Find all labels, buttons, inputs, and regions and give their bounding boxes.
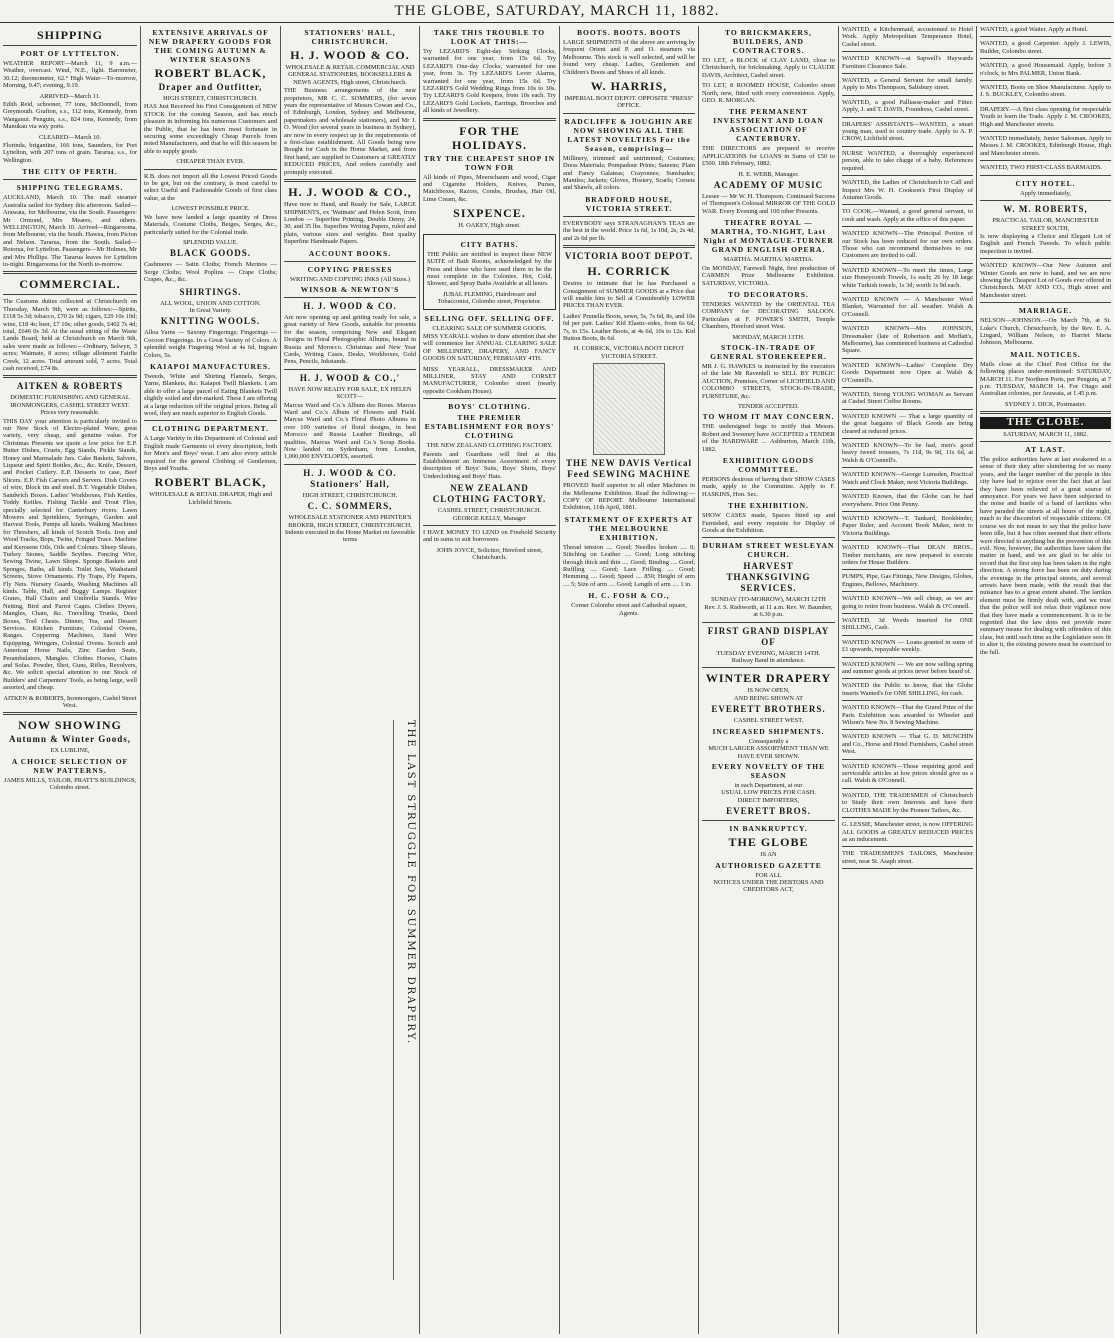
building-heading: THE PERMANENT INVESTMENT AND LOAN ASSOCIATION OF CANTERBURY.	[713, 107, 824, 144]
globe-date: SATURDAY, MARCH 11, 1882.	[1003, 430, 1088, 438]
fosh-heading: H. C. FOSH & CO.,	[588, 591, 670, 601]
whom-body: THE undersigned begs to notify that Messrs. Robert and Sweeney have ACCEPTED a TENDER of the HARDWARE ... Ashburton, March 11th, 1882.	[702, 423, 835, 453]
classified-ad: WANTED, a General Servant for small family. Apply to Mrs Thompson, Salisbury street.	[842, 77, 973, 92]
webb-line: H. E. WEBB, Manager.	[738, 170, 799, 178]
city-heading: THE CITY OF PERTH.	[22, 167, 118, 177]
wool-line: ALL WOOL, UNION AND COTTON.	[160, 299, 261, 307]
classified-ad: WANTED, TWO FIRST-CLASS BARMAIDS.	[980, 164, 1102, 172]
account-books-heading: ACCOUNT BOOKS.	[308, 248, 392, 258]
classified-ad: DRAPERY.—A first class opening for respectable Youth to learn the Trade. Apply J. M. CROOKES, High and Manchester streets.	[980, 105, 1111, 128]
classified-ad: WANTED KNOWN—Ladies' Complete Dry Goods Department now Open at Walsh & O'Connell's.	[842, 361, 973, 384]
classified-ad: WANTED immediately, Junior Salesman. Apply to Messrs J. M. CROOKES, Edinburgh House, High and Manchester streets.	[980, 135, 1111, 157]
take-heading: TAKE THIS TROUBLE TO LOOK AT THIS:—	[433, 28, 546, 46]
house-body: TO LET, 8 ROOMED HOUSE, Colombo street North, new, fitted with every convenience. Apply, GEO. R. MORGAN.	[702, 82, 835, 105]
corrick-body: Desires to intimate that he has Purchased a Consignment of SUMMER GOODS at a Price that will enable him to Sell at Considerably LOWER PRICES THAN EVER.	[563, 280, 695, 310]
exhibition-body: SHOW CASES made, Spaces fitted up and Furnished, and every requisite for Display of Goods at the Exhibition.	[702, 512, 835, 535]
aitken-prices: Prices very reasonable.	[40, 409, 100, 417]
is-an-line: IS AN	[760, 851, 777, 859]
clothing-body: A Large Variety in this Department of Colonial and English made Garments of every description, both for Men's and Boys' wear. I am also every article required for the general Clothing of Gentlemen, Boys and Youths.	[144, 435, 277, 473]
much-line: MUCH LARGER ASSORTMENT THAN WE HAVE EVER SHOWN.	[708, 745, 829, 760]
bradford-heading: BRADFORD HOUSE, VICTORIA STREET.	[585, 194, 673, 213]
for-all-line: FOR ALL	[755, 871, 782, 879]
vertical-advert	[393, 720, 416, 1280]
column-4	[420, 26, 559, 1334]
boots-body: LARGE SHIPMENTS of the above are arriving by frequent Orient and P. and O. steamers via Melbourne. This stock is well selected, and will be found very cheap. Ladies, Gentlemen and Children's Boots and Shoes of all kinds.	[563, 39, 695, 76]
increased-heading: INCREASED SHIPMENTS.	[712, 726, 825, 736]
whom-heading: TO WHOM IT MAY CONCERN.	[702, 412, 835, 422]
splendid-line: SPLENDID VALUE.	[183, 238, 238, 246]
usual-line: USUAL LOW PRICES FOR CASH.	[721, 789, 816, 797]
editorial-heading: AT LAST.	[1025, 445, 1066, 455]
cleared-heading: CLEARED—March 10.	[38, 133, 102, 141]
nzcf-footer: NEW ZEALAND CLOTHING FACTORY.	[432, 483, 547, 505]
harris-heading: W. HARRIS,	[590, 79, 668, 94]
classified-ad: WANTED the Public to know, that the Globe inserts Wanted's for ONE SHILLING, for cash.	[842, 682, 973, 697]
may-co-body: WANTED KNOWN—Our New Autumn and Winter Goods are now to hand, and we are now showing the Cheapest Lot of Goods ever offered in Christchurch. MAY AND CO., High street and Manchester street.	[980, 262, 1111, 299]
robert-black-sub: WHOLESALE & RETAIL DRAPER, High and Lichfield Streets.	[149, 491, 272, 506]
classified-ad: G. LESSIE, Manchester street, is now OFFERING ALL GOODS at GREATLY REDUCED PRICES as an inducement.	[842, 821, 973, 843]
globe-gazette-heading: THE GLOBE	[728, 835, 809, 850]
martha-heading: THEATRE ROYAL — MARTHA, TO-NIGHT, Last Night of MONTAGUE-TURNER GRAND ENGLISH OPERA.	[703, 218, 834, 255]
classified-ad: WANTED, Boots on Shoe Manufacturer. Apply to J. S. BUCKLEY, Colombo street.	[980, 84, 1111, 99]
winsor-heading: WINSOR & NEWTON'S	[300, 284, 400, 294]
classified-ad: WANTED KNOWN — A Manchester Wool Blanket, Warranted for all weather. Walsh & O'Connell.	[842, 295, 973, 318]
baths-body: THE Public are notified to inspect these NEW SUITE of Bath Rooms, acknowledged by the Press and those who have used them to be the most complete in the Colonies. Hot, Cold, Shower, and Spray Baths Available at all hours.	[427, 250, 552, 288]
decorators-heading: TO DECORATORS.	[728, 289, 809, 299]
city-hotel-heading: CITY HOTEL.	[1015, 178, 1076, 188]
classified-ad: NURSE WANTED, a thoroughly experienced person, able to take charge of a baby. References required.	[842, 149, 973, 172]
cheapest-heading: TRY THE CHEAPEST SHOP IN TOWN FOR	[423, 153, 556, 172]
academy-body: Lessee — Mr W. H. Thompson. Continued Success of Thompson's Colossal MIRROR OF THE GOLD WAR. Every Evening and 100 other Presents.	[702, 193, 835, 215]
classified-ad: WANTED KNOWN — Loans granted in sums of £1 upwards, repayable weekly.	[842, 638, 973, 654]
aitken-subheading: DOMESTIC FURNISHING AND GENERAL IRONMONGERS, CASHEL STREET WEST.	[10, 394, 130, 409]
nzcf-footer-sub: CASHEL STREET, CHRISTCHURCH.	[437, 507, 542, 515]
selling-off-heading: SELLING OFF. SELLING OFF.	[424, 313, 555, 323]
sewing-machine-illustration	[593, 363, 665, 455]
yearall-body: MISS YEARALL wishes to draw attention that she will commence her ANNUAL CLEARING SALE OF MILLINERY, DRAPERY, AND FANCY GOODS ON SATURDAY, FEBRUARY 4TH.	[423, 332, 556, 363]
classified-ad: WANTED KNOWN—Those requiring good and serviceable articles at low prices should give us a call. Walsh & O'Connell.	[842, 762, 973, 785]
classified-ad: WANTED, the Ladies of Christchurch to Call and Inspect Mrs W. H. Cookson's First Display of Autumn Goods.	[842, 179, 973, 201]
marriage-heading: MARRIAGE.	[1018, 306, 1073, 316]
classified-ad: WANTED, a good Carpenter. Apply J. LEWIS, Builder, Colombo street.	[980, 40, 1111, 55]
stock-heading: STOCK-IN-TRADE OF GENERAL STOREKEEPER.	[710, 342, 827, 361]
mail-heading: MAIL NOTICES.	[1010, 349, 1081, 359]
classified-ad: TO COOK.—Wanted, a good general servant, to cook and wash. Apply at the office of this paper.	[842, 208, 973, 223]
classified-ad: DRAPERS' ASSISTANTS—WANTED, a smart young man, used to country trade. Apply to A. P. CROW, Lichfield street.	[842, 120, 973, 143]
lowest-line: LOWEST POSSIBLE PRICE.	[171, 205, 250, 213]
classified-ad: WANTED KNOWN — That G. D. MUNCHIN and Co., Horse and Hotel Furnishers, Cashel street West.	[842, 733, 973, 756]
shirtings-heading: SHIRTINGS.	[179, 286, 242, 297]
autumn-heading: Autumn & Winter Goods,	[8, 734, 132, 745]
commercial-heading: COMMERCIAL.	[19, 277, 121, 292]
direct-line: DIRECT IMPORTERS,	[737, 796, 800, 804]
robert-black-footer: ROBERT BLACK,	[154, 475, 267, 490]
classified-ad: WANTED, Strong YOUNG WOMAN as Servant at Cashel Street Coffee Rooms.	[842, 391, 973, 406]
ex-line: EX LUBLINE,	[50, 747, 90, 755]
hand-body: We have now landed a large quantity of Dress Materials, Costume Cloths, Beiges, Serges, &c., particularly suited for the Colonial trade.	[144, 213, 277, 236]
indents-line: Indents executed in the Home Market on favorable terms	[284, 529, 416, 544]
cheaper-line: CHEAPER THAN EVER.	[176, 158, 245, 166]
classified-ad: WANTED KNOWN—at Sapwell's Haywards Furniture Clearance Sale.	[842, 55, 973, 70]
high-street-line: HIGH STREET, CHRISTCHURCH.	[163, 95, 258, 102]
wanted-list	[842, 26, 973, 869]
hj-wood-body-3: Are now opening up and getting ready for sale, a great variety of New Goods, suitable for presents for the season, comprising New and Elegant Designs in Floral Photographic Albums, bound in Russia and Morocco. Christmas and New Year Cards, Writing Cases, Desks, Workboxes, Gold Pens, Pencils, Inkstands.	[284, 313, 416, 366]
exhibition-heading: THE EXHIBITION.	[728, 501, 809, 511]
corrick-footer: H. CORRICK, VICTORIA BOOT DEPOT VICTORIA STREET.	[573, 345, 685, 360]
cleared-list: Florinda, brigantine, 166 tons, Saunders, for Port Lyttelton, with 207 tons of grain. Tararua, s.s., for Wellington.	[3, 142, 137, 164]
roberts-sub: PRACTICAL TAILOR, MANCHESTER STREET SOUTH,	[992, 217, 1099, 232]
black-goods-list: Cashmeres — Satin Cloths; French Merinos — Serge Cloths; Wool Poplins — Crape Cloths; Crapes, &c., &c.	[144, 261, 277, 284]
harris-sub: IMPERIAL BOOT DEPOT. OPPOSITE "PRESS" OFFICE.	[564, 95, 694, 110]
classified-ad: PUMPS, Pipe, Gas Fittings, New Designs, Globes, Engines, Bellows, Machinery.	[842, 573, 973, 588]
classified-ad: WANTED KNOWN—To meet the times, Large size Honeycomb Towels, 1s each; 26 by 18 large white Turkish towels, 1s 3d; worth 1s 9d each.	[842, 266, 973, 289]
mail-body: Mails close at the Chief Post Office for the following places under-mentioned: SATURDAY, MARCH 11. For Northern Ports, per Penguin, at 7 p.m. TUESDAY, MARCH 14. For Otago and Australian colonies, per Arawata, at 1.45 p.m.	[980, 360, 1111, 398]
premier-heading: THE PREMIER ESTABLISHMENT FOR BOYS' CLOTHING	[424, 413, 555, 441]
cashel-line: CASHEL STREET WEST.	[733, 717, 804, 725]
academy-heading: ACADEMY OF MUSIC	[713, 180, 824, 191]
each-line: in each Department, at our	[734, 781, 803, 789]
classified-ad: WANTED KNOWN — That a large quantity of the great bargains of Black Goods are being cleared at reduced prices.	[842, 412, 973, 435]
hj-wood-heading-4: H. J. WOOD & CO.,'	[299, 372, 401, 383]
decorators-body: TENDERS WANTED by the ORIENTAL TEA COMPANY for DECORATING SALOON. Particulars at F. POWER'S SMITH, Temple Chambers, Hereford street West.	[702, 300, 835, 331]
sommers-heading: C. C. SOMMERS,	[307, 501, 393, 512]
classified-ad: WANTED Known, that the Globe can be had everywhere. Price One Penny.	[842, 493, 973, 508]
clearing-sale-line: CLEARING SALE OF SUMMER GOODS.	[432, 324, 547, 332]
choice-line: A CHOICE SELECTION OF NEW PATTERNS.	[11, 756, 129, 775]
shipping-heading: SHIPPING	[36, 28, 103, 42]
marriage-body: NELSON—JOHNSON.—On March 7th, at St. Luke's Church, Christchurch, by the Rev. E. A. Lingard, William Nelson, to Harriet Maria Johnson, Melbourne.	[980, 317, 1111, 347]
builders-body: TO LET, a BLOCK of CLAY LAND, close to Christchurch, for brickmaking. Apply to CLAUDE DAVIS, Architect, Cashel street.	[702, 57, 835, 79]
sixpence-heading: SIXPENCE.	[453, 206, 526, 221]
authorised-line: AUTHORISED GAZETTE	[715, 860, 822, 870]
variety-line: In Great Variety.	[189, 306, 232, 314]
copying-presses-heading: COPYING PRESSES	[307, 264, 393, 274]
hj-wood-body: THE Business arrangements of the new proprietors, MR C. C. SOMMERS, (for seven years the representative of Messrs Cowan and Co., of Edinburgh, London, Sydney and Melbourne, papermakers and wholesale stationers), and Mr J. O. Wood (for several years in business in Sydney), are now in every respect up to the requirements of a first-class establishment. All Goods being now Bought for Cash in the Home Market, and from first hand, are supplied to Customers at GREATLY REDUCED PRICES, And orders carefully and promptly executed.	[284, 87, 416, 176]
apply-line: Apply immediately,	[1020, 189, 1071, 197]
hj-wood-sub-5: HIGH STREET, CHRISTCHURCH.	[302, 491, 398, 499]
classified-ad: WANTED, 3d Words inserted for ONE SHILLING, Cash.	[842, 616, 973, 632]
hj-wood-heading-5: H. J. WOOD & CO. Stationers' Hall,	[303, 467, 397, 489]
statement-rows: Thread tension .... Good; Needles broken .... 0; Stitching on Leather .... Good; Long stitching through thick and thin .... Good; Binding .... Good; Ruffling .... Good; Lace Frilling .... Good; Hemming .... Good; Speed .... 850; Height of arm .... 5; Size of arm .... Good; Length of arm .... 1 in.	[563, 543, 695, 588]
fleming-line: JUBAL FLEMING, Hairdresser and Tobacconist, Colombo street, Proprietor.	[437, 290, 542, 306]
hj-wood-body-4: Marcus Ward and Co.'s Album des Roses. Marcus Ward and Co.'s Album of Flowers and Field. Marcus Ward and Co.'s Floral Photo Albums in over 100 varieties of floral designs, in best Morocco and Russia Leather Bindings, all qualities. Marcus Ward and Co.'s Scrap Books. Now landed on Sydenham, from London, 1,000,000 ENVELOPES, assorted.	[284, 401, 416, 461]
classified-ad: WANTED, a Kitchenmaid, accustomed to Hotel Work. Apply Metropolitan Temperance Hotel, Cashel street.	[842, 26, 973, 48]
extensive-heading: EXTENSIVE ARRIVALS OF NEW DRAPERY GOODS FOR THE COMING AUTUMN & WINTER SEASONS	[148, 28, 273, 64]
classified-ad: WANTED KNOWN—Mrs JOHNSON, Dressmaker (late of Robertson and Moffatt's, Melbourne), has commenced business at Cathedral Square.	[842, 325, 973, 355]
column-2	[141, 26, 280, 1334]
robert-black-heading: ROBERT BLACK,	[154, 66, 267, 80]
corrick-prices: Ladies' Prunella Boots, sewn, 5s, 7s 6d, 8s, and 10s 6d per pair. Ladies' Kid Elastic-sides, from 6s 6d, 7s, to 15s. Leather Boots, at 4s 6d, 10s to 12s. Kid Button Boots, 8s 6d.	[563, 312, 695, 342]
boots-heading: BOOTS. BOOTS. BOOTS	[576, 28, 682, 37]
hj-wood-body-2: Have now to Hand, and Ready for Sale, LARGE SHIPMENTS, ex 'Waimate' and Helen Scott, from London — Superfine Printing, Double Demy, 24, 30, and 35 lbs. Superfine Writing Papers, ruled and plain, various sizes and weights. Best quality Superfine Handmade Papers.	[284, 201, 416, 246]
globe-masthead: THE GLOBE.	[980, 417, 1111, 428]
classified-ad: WANTED KNOWN—That the Grand Prize of the Paris Exhibition was awarded to Wheeler and Wilson's New No. 8 Sewing Machine.	[842, 704, 973, 727]
classified-ad: WANTED, a good Palliasse-maker and Fitter. Apply, J. and T. DAVIS, Foundress, Cashel street.	[842, 98, 973, 114]
davis-body: PROVED Itself superior to all other Machines in the Melbourne Exhibition. Read the following:— COPY OF REPORT. Melbourne International Exhibition, 11th April, 1881.	[563, 482, 695, 512]
vertical-advert-title: THE LAST STRUGGLE FOR SUMMER DRAPERY.	[405, 720, 416, 1046]
exhibition-committee-body: PERSONS desirous of having their SHOW CASES made, apply to the Committee. Apply to F. HASKINS, Hon. Sec.	[702, 476, 835, 498]
stock-body: MR J. G. HAWKES is instructed by the executors of the late Mr Ravenhill to SELL BY PUBLIC AUCTION, Premises, Corner of LICHFIELD AND COLOMBO STREETS, STOCK-IN-TRADE, FURNITURE, &c.	[702, 362, 835, 400]
arrived-heading: ARRIVED—March 11.	[39, 92, 101, 100]
stationers-heading: STATIONERS' HALL, CHRISTCHURCH.	[304, 28, 396, 46]
shown-line: AND BEING SHOWN AT	[733, 694, 804, 702]
corrick-heading: H. CORRICK	[587, 264, 671, 279]
notices-line: NOTICES UNDER THE DEBTORS AND CREDITORS ACT,	[713, 878, 824, 894]
classified-ad: THE TRADESMEN'S TAILORS, Manchester street, near St. Asaph street.	[842, 850, 973, 865]
city-baths-box	[423, 234, 556, 310]
classified-ad: WANTED KNOWN—T. Tankard, Bookbinder, Paper Ruler, and Account Book Maker, next to Victoria Buildings.	[842, 514, 973, 537]
preachers-line: Rev. J. S. Rishworth, at 11 a.m. Rev. W. Baumber, at 6.30 p.m.	[704, 603, 833, 619]
monday-line: MONDAY, MARCH 13TH.	[732, 333, 805, 341]
nzcf-body: Parents and Guardians will find at this Establishment an Immense Assortment of every description of Boys' Suits, Boys' Shirts, Boys' Underclothing and Boys' Hats.	[423, 450, 556, 480]
clothing-heading: CLOTHING DEPARTMENT.	[152, 424, 269, 434]
novelty-heading: EVERY NOVELTY OF THE SEASON	[711, 761, 826, 780]
kaiapoi-heading: KAIAPOI MANUFACTURES.	[150, 361, 271, 371]
hj-wood-heading-2: H. J. WOOD & CO.,	[288, 185, 412, 200]
now-open-line: IS NOW OPEN,	[747, 687, 790, 695]
roberts-body: Is now displaying a Choice and Elegant Lot of English and French Tweeds. To which public inspection is invited.	[980, 232, 1111, 255]
everett-footer: EVERETT BROS.	[726, 806, 811, 817]
editorial-body: The police authorities have at last awakened to a sense of their duty after slumbering for so many years, and the larger number of the people in this city have had to rejoice over the fact that at last they have been relieved of a great source of annoyance. For years we have been subjected to the noise and bustle of a band of larrikins who have paraded the streets at all hours of the night, much to the discomfort of respectable citizens. Of course we do not mean to say that the police have been idle, but it has often seemed that their efforts were directed to anything but the prevention of this evil. Now, however, the authorities have taken the matter in hand, and we are glad to be able to record that the first step has been taken in the right direction. A strong force has been on duty during the evenings in the principal streets, and several arrests have been made, with the result that the nuisance has to a great extent abated. The larrikin element must be firmly dealt with, and we trust that the police will not relax their vigilance now that they have made a commencement. It is to be regretted that the law does not provide more summary means for dealing with offenders of this class, but until such time as the Legislature sees fit to alter it, the existing powers must be exercised to the full.	[980, 456, 1111, 656]
rb-note: R.B. does not import all the Lowest Priced Goods to be got, but on the contrary, is most careful to select Useful and Fashionable Goods of first class value, at the	[144, 172, 277, 202]
statement-heading: STATEMENT OF EXPERTS AT THE MELBOURNE EXHIBITION.	[564, 514, 694, 542]
column-8	[977, 26, 1114, 1334]
knitting-list: Alloa Yarns — Saxony Fingerings; Fingerings — Cocoon Fingerings. In a Great Variety of Colors. A splendid weight Fingering Wool at 4s 6d, Ingrain Colors, 5s.	[144, 329, 277, 359]
tuesday-line: TUESDAY EVENING, MARCH 14TH.	[716, 649, 821, 657]
radcliffe-heading: RADCLIFFE & JOUGHIN ARE NOW SHOWING ALL THE LATEST NOVELTIES For the Season, comprising—	[564, 116, 694, 153]
sommers-sub: WHOLESALE STATIONER AND PRINTER'S BROKER, HIGH STREET, CHRISTCHURCH.	[288, 514, 412, 529]
stranaghan-body: EVERYBODY says STRANAGHAN'S TEAS are the best in the world. Price 1s 6d, 1s 10d, 2s, 2s 4d, and 2s 6d per lb.	[563, 219, 695, 242]
tailor-sign: JAMES MILLS, TAILOR, PRATT'S BUILDINGS, Colombo street.	[3, 776, 137, 792]
masthead: THE GLOBE, SATURDAY, MARCH 11, 1882.	[0, 0, 1114, 23]
now-showing-heading: NOW SHOWING	[18, 718, 122, 733]
aitken-body: THIS DAY your attention is particularly invited to our New Stock of Electro-plated Ware, great variety, very cheap, and genuine value. For Christmas Presents we quote a low price for E.P. Butter Dishes, Cruets, Egg Stands, Pickle Stands, Honey and Marmalade Jars. Cake Baskets, Salvers, Liqueur and Spirit Bottles, &c., &c. Knife, Dessert, and Pocket Cutlery. E.P. Desserts to case, Beef Slicers. E.P. Fish Carvers and Servers. Dish Covers of wire, Block tin and steel. B.T. Vegetable Dishes, Sandwich Boxes. Ladies' Workboxes, Fish Kettles, Toddy Kettles. Fishing Tackle and Trout Flies, specially selected for Canterbury rivers. Lawn Mowers and Sprinklers, Syringes, Garden and Harvest Tools, Pumps all kinds. Walking Machines for Threshers, all kinds of Scotch Tools. Iron and Wood Tracks, Bops, Twine, Fringed Trace. Machine and Kerosene Oils, Oils and Colours. Sheep Shears, Turkey Stones, Saddle Scythes. Fencing Wire, Sewing Twine, Lawn Shops. Sponge Baskets and Sponges, Baths, all kinds. Toilet Sets, Washstand Screens, Stove Ornaments. Fly Traps, Fly Papers, Fly Nets. Nursery Guards, Washing Machines all kinds. Table, Hall, and Buggy Lamps. Register Grates, Hall Chairs and Umbrella Stands. Wire Netting, Bird and Parrot Cages. Clothes Dryers, Mangles, Chain, &c. Travelling Trunks, Deed Boxes, Tool Chests. Dinner, Tea, and Dessert Services. Kitchen Furniture, Colonial Ovens, Ranges. Coppering Machines, Sand Wire Equipping, Wringers, Colonial Ovens. Scotch and American Horse Nails, Zinc Garden Seats, Perambulators, Mangles. Clothes Horses, Chairs and Sofas. Powder, Shot, Guns, Rifles, Revolvers, &c. We solicit special attention to our Stock of Builders' and Carpenters' Tools, as being large, well assorted, and cheap.	[3, 417, 137, 692]
tender-accepted-line: TENDER ACCEPTED.	[737, 402, 800, 410]
victoria-boot-heading: VICTORIA BOOT DEPOT.	[564, 251, 694, 262]
column-7	[839, 26, 976, 1334]
column-6	[699, 26, 838, 1334]
classified-ad: WANTED KNOWN — We are now selling spring and summer goods at prices never before heard of.	[842, 660, 973, 675]
consequently-line: Consequently a	[748, 737, 789, 745]
telegrams-heading: SHIPPING TELEGRAMS.	[16, 183, 124, 193]
everett-heading: EVERETT BROTHERS.	[711, 704, 826, 715]
durham-heading: DURHAM STREET WESLEYAN CHURCH.	[702, 541, 835, 560]
exhibition-committee-heading: EXHIBITION GOODS COMMITTEE.	[722, 456, 815, 474]
classified-ad: WANTED KNOWN—To be had, men's good heavy tweed trousers, 7s 11d, 9s 9d, 11s 6d, at Walsh & O'Connell's.	[842, 442, 973, 464]
draper-heading: Draper and Outfitter,	[158, 82, 263, 92]
nzcf-heading: THE NEW ZEALAND CLOTHING FACTORY.	[426, 442, 553, 450]
baths-heading: CITY BATHS.	[460, 239, 519, 249]
lezard-list: Try LEZARD'S Eight-day Striking Clocks, warranted for one year, from 15s 6d. Try LEZARD'S One-day Clocks, warranted for one year, from 3s. Try LEZARD'S Lever Alarms, warranted for one year, from 15s 6d. Try LEZARD'S Gold Wedding Rings from 10s to 30s. Try LEZARD'S Gold Keepers, from 10s each. Try LEZARD'S Gold Lockets, Earrings, Brooches and all kinds of Jewellery.	[423, 48, 556, 115]
harvest-heading: HARVEST THANKSGIVING SERVICES.	[726, 561, 811, 594]
classified-ad: WANTED KNOWN—The Principal Portion of our Stock has been reduced for our own orders. Those who can recommend themselves to our Customers are invited to call.	[842, 230, 973, 260]
knitting-heading: KNITTING WOOLS.	[160, 316, 261, 327]
martha-body: On MONDAY, Farewell Night, first production of CARMEN Prize Melbourne Exhibition. SATURDAY, VICTORIA.	[702, 264, 835, 287]
arrived-list: Edith Reid, schooner, 77 tons, McDonnell, from Greymouth. Grafton, s.s., 112 tons, Kennedy, from Wanganui. Penguin, s.s., 824 tons, Kennedy, from Manukau via way ports.	[3, 101, 137, 131]
aitken-heading: AITKEN & ROBERTS	[16, 381, 124, 392]
first-display-heading: FIRST GRAND DISPLAY OF	[707, 625, 830, 647]
yearall-body-2: MISS YEARALL, DRESSMAKER AND MILLINER, STAY AND CORSET MANUFACTURER, Colombo street (nearly opposite Cookham House).	[423, 365, 556, 395]
robert-body: HAS Just Received his First Consignment of NEW STOCK for the coming Season, and has much pleasure in informing his numerous Customers and the Public, that he has been most fortunate in securing some exceedingly Cheap Parcels from noted Manufacturers, and that he will this season be able to supply goods	[144, 103, 277, 155]
winter-drapery-heading: WINTER DRAPERY	[705, 671, 832, 686]
hj-wood-heading: H. J. WOOD & CO.	[290, 48, 410, 62]
cheapest-body: All kinds of Pipes, Meerschaum and wood, Cigar and Cigarette Holders, Knives, Purses, Matchboxes, Razors, Combs, Brushes, Hair Oil, Lime Cream, &c.	[423, 173, 556, 203]
classified-ad: WANTED, a good Waiter. Apply at Hotel.	[980, 26, 1088, 33]
classified-ad: WANTED KNOWN—That DEAN BROS., Timber merchants, are now prepared to execute orders for House Builders.	[842, 544, 973, 566]
classified-ad: WANTED KNOWN—We sell cheap, as we are going to retire from business. Walsh & O'Connell.	[842, 595, 973, 610]
boys-clothing-heading: BOYS' CLOTHING.	[448, 402, 531, 412]
holidays-heading: FOR THE HOLIDAYS.	[452, 123, 527, 152]
joyce-line: JOHN JOYCE, Solicitor, Hereford street, Christchurch.	[436, 546, 543, 562]
money-line: I HAVE MONEY TO LEND on Freehold Security and in sums to suit borrowers	[423, 529, 556, 544]
column-1	[0, 26, 140, 1334]
oakey-line: H. OAKEY, High street.	[458, 222, 521, 230]
telegrams-body: AUCKLAND, March 10. The mail steamer Australia sailed for Sydney this afternoon. Sailed—Arawata, for Melbourne, via the South. Passengers: Mr Ormond, Mrs Meares, and others. WELLINGTON, March 10. Arrived—Ringarooma, from Melbourne, via the South. Hawea, from Picton and Nelson. Tararua, from the South. Sailed—Rotorua, for Lyttelton. Passengers—Mr Holmes, Mr and Mrs Phillips. The Tararua leaves for Lyttelton to-night. Ringarooma for the North to-morrow.	[3, 194, 137, 268]
sunday-line: SUNDAY (TO-MORROW), MARCH 12TH	[711, 596, 826, 604]
inks-line: WRITING AND COPYING INKS (All Sizes.)	[290, 275, 410, 283]
classified-ad: WANTED, a good Housemaid. Apply, before 3 o'clock, to Mrs PALMER, Union Bank.	[980, 62, 1111, 77]
davis-heading: THE NEW DAVIS Vertical Feed SEWING MACHINE	[566, 458, 692, 480]
bankruptcy-heading: IN BANKRUPTCY.	[729, 824, 808, 834]
classified-ad: WANTED KNOWN—George Lumsden, Practical Watch and Clock Maker, next Victoria Buildings.	[842, 471, 973, 486]
kaiapoi-body: Tweeds, White and Shirting Flannels, Serges, Yarns, Blankets, &c. Kaiapoi Twill Blankets. I am able to offer a large parcel of Eating Blankets Twill slightly soiled and dirt-marked. These I am offering at a large reduction off the original prices. Being all wool, they are much superior to English Goods.	[144, 372, 277, 417]
hj-wood-sub: WHOLESALE & RETAIL COMMERCIAL AND GENERAL STATIONERS, BOOKSELLERS & NEWS AGENTS, High street, Christchurch.	[285, 64, 415, 86]
wanted-list-right	[980, 26, 1111, 176]
railway-line: Railway Band in attendance.	[731, 657, 806, 665]
martha-line: MARTHA. MARTHA. MARTHA.	[723, 256, 814, 264]
dick-line: SYDNEY J. DICK, Postmaster.	[1004, 400, 1087, 408]
fosh-sub: Corner Colombo street and Cathedral square, Agents.	[571, 602, 687, 617]
weather-report: WEATHER REPORT—March 11, 9 a.m.—Weather, overcast. Wind, N.E., light. Barometer, 30.12; thermometer, 62.° High Water—To-morrow, Morning, 9.47; evening, 9.19.	[3, 60, 137, 90]
port-heading: PORT OF LYTTELTON.	[20, 49, 120, 58]
hj-wood-heading-3: H. J. WOOD & CO.	[303, 300, 397, 311]
column-5	[560, 26, 698, 1334]
builders-heading: TO BRICKMAKERS, BUILDERS, AND CONTRACTORS.	[725, 28, 812, 55]
radcliffe-list: Millinery, trimmed and untrimmed; Costumes; Dress Materials; Pompadour Prints; Sateens; Plain and Fancy Galateas; Crayonnes; Sunshades; Mantles; Jackets; Gloves, Hosiery, Scarfs; Corsets and Shawls, all colors.	[563, 154, 695, 192]
black-goods-heading: BLACK GOODS.	[169, 248, 251, 259]
hj-wood-sub-4: HAVE NOW READY FOR SALE, EX HELEN SCOTT—	[288, 385, 412, 401]
roberts-heading: W. M. ROBERTS,	[1003, 204, 1088, 215]
aitken-signature: AITKEN & ROBERTS, Ironmongers, Cashel Street West.	[3, 694, 137, 710]
classified-ad: WANTED, THE TRADESMEN of Christchurch to Study their own Interests and have their CLOTHES MADE by the Pioneer Tailors, &c.	[842, 791, 973, 814]
commercial-body: The Customs duties collected at Christchurch on Thursday, March 9th, were as follows:—Spirits, £118 5s 3d; tobacco, £70 2s 9d; cigars, £29 10s 10d; wine, £18 4s; beer, £7 10s; other goods, £402 7s 4d; total, £646 0s 3d. At the usual sitting of the Waste Lands Board, held at Christchurch on March 9th, sales were made as follows:—Ordinary, Selwyn, 3 acres; Waimate, 8 acres; village allotment Fairlie Creek, 12 acres. Total amount sold, 7 acres. Total cash received, £74 8s.	[3, 298, 137, 372]
building-body: THE DIRECTORS are prepared to receive APPLICATIONS for LOANS in Sums of £50 to £500. 18th February, 1882.	[702, 145, 835, 168]
kelly-line: GEORGE KELLY, Manager	[453, 514, 526, 522]
